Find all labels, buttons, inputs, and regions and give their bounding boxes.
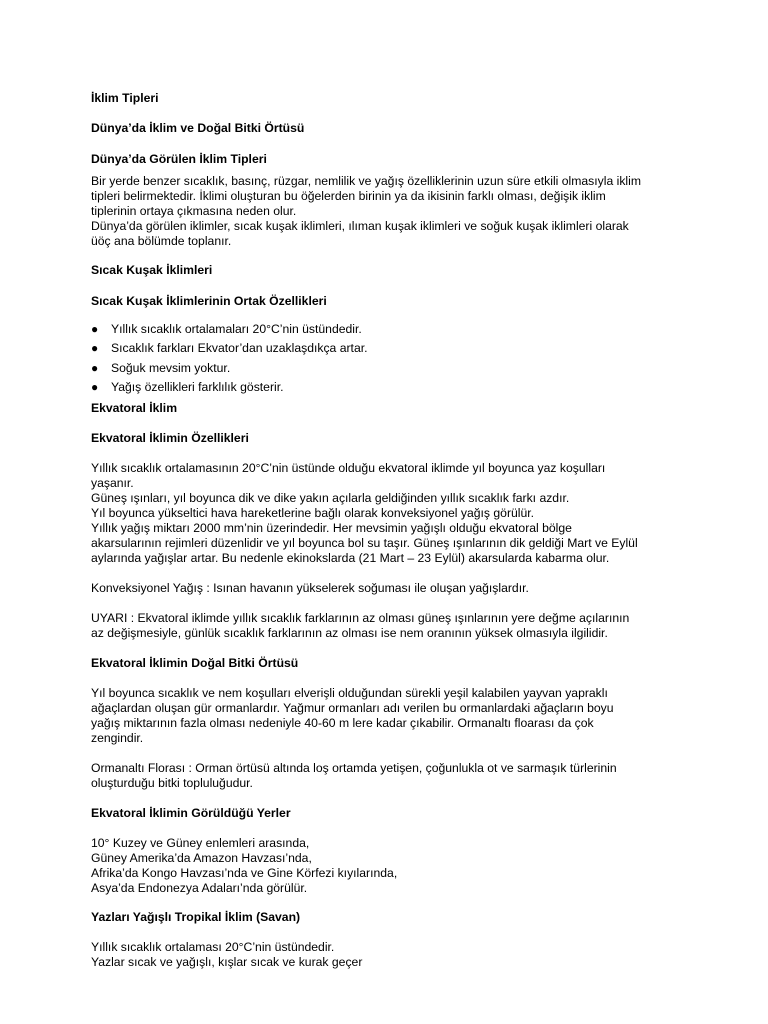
heading-ekvatoral-iklim: Ekvatoral İklim xyxy=(91,401,178,416)
heading-ekvatoral-gorulen-yerler: Ekvatoral İklimin Görüldüğü Yerler xyxy=(91,806,291,821)
paragraph-uyari: UYARI : Ekvatoral iklimde yıllık sıcaklık farklarının az olması güneş ışınlarının yere değme açılarının az değişmesiyle, günlük sıcaklık farklarının az olması ise nem oranının yüksek olmasıyla ilgilidir. xyxy=(91,611,630,641)
list-item-text: Yağış özellikleri farklılık gösterir. xyxy=(111,379,284,394)
paragraph-savan-ozellikler: Yıllık sıcaklık ortalaması 20°C’nin üstündedir. Yazlar sıcak ve yağışlı, kışlar sıcak ve kurak geçer xyxy=(91,940,363,970)
paragraph-ekvatoral-ozellikler: Yıllık sıcaklık ortalamasının 20°C’nin üstünde olduğu ekvatoral iklimde yıl boyunca yaz koşulları yaşanır. Güneş ışınları, yıl boyunca dik ve dike yakın açılarla geldiğinden yıllık sıcaklık farkı azdır. Yıl boyunca yükseltici hava hareketlerine bağlı olarak konveksiyonel yağış görülür. Yıllık yağış miktarı 2000 mm’nin üzerindedir. Her mevsimin yağışlı olduğu ekvatoral bölge akarsularının rejimleri düzenlidir ve yıl boyunca bol su taşır. Güneş ışınlarının dik geldiği Mart ve Eylül aylarında yağışlar artar. Bu nedenle ekinokslarda (21 Mart – 23 Eylül) akarsularda kabarma olur. xyxy=(91,461,638,566)
document-page xyxy=(91,91,691,970)
heading-ekvatoral-iklim-ozellikleri: Ekvatoral İklimin Özellikleri xyxy=(91,431,249,446)
heading-sicak-kusak-iklimleri: Sıcak Kuşak İklimleri xyxy=(91,263,213,277)
heading-sicak-kusak-ortak-ozellikler: Sıcak Kuşak İklimlerinin Ortak Özellikleri xyxy=(91,294,327,308)
bullet-icon: ● xyxy=(91,322,99,336)
paragraph-yagmur-ormanlari: Yıl boyunca sıcaklık ve nem koşulları elverişli olduğundan sürekli yeşil kalabilen yayvan yapraklı ağaçlardan oluşan gür ormanlardır. Yağmur ormanları adı verilen bu ormanlardaki ağaçların boyu yağış miktarının fazla olması nedeniyle 40-60 m lere kadar çıkabilir. Ormanaltı floarası da çok zengindir. xyxy=(91,686,614,746)
list-item xyxy=(91,322,691,341)
heading-ekvatoral-bitki-ortusu: Ekvatoral İklimin Doğal Bitki Örtüsü xyxy=(91,656,299,671)
paragraph-ormanalti-florasi: Ormanaltı Florası : Orman örtüsü altında loş ortamda yetişen, çoğunlukla ot ve sarmaşık türlerinin oluşturduğu bitki topluluğudur. xyxy=(91,761,617,791)
bullet-icon: ● xyxy=(91,379,99,394)
list-item xyxy=(91,380,691,399)
bullet-icon: ● xyxy=(91,360,99,375)
paragraph-iklim-tanimi: Bir yerde benzer sıcaklık, basınç, rüzgar, nemlilik ve yağış özelliklerinin uzun süre etkili olmasıyla iklim tipleri belirmektedir. İklimi oluşturan bu öğelerden birinin ya da ikisinin farklı olması, değişik iklim tiplerinin ortaya çıkmasına neden olur. Dünya’da görülen iklimler, sıcak kuşak iklimleri, ılıman kuşak iklimleri ve soğuk kuşak iklimleri olarak üöç ana bölümde toplanır. xyxy=(91,174,642,248)
list-item-text: Soğuk mevsim yoktur. xyxy=(111,360,231,375)
list-item xyxy=(91,361,691,380)
heading-dunya-iklim-bitki-ortusu: Dünya’da İklim ve Doğal Bitki Örtüsü xyxy=(91,121,305,135)
heading-dunya-iklim-tipleri: Dünya’da Görülen İklim Tipleri xyxy=(91,152,267,166)
list-item-text: Sıcaklık farkları Ekvator’dan uzaklaşdıkça artar. xyxy=(111,341,368,356)
paragraph-gorulen-yerler: 10° Kuzey ve Güney enlemleri arasında, Güney Amerika’da Amazon Havzası’nda, Afrika’da Kongo Havzası’nda ve Gine Körfezi kıyılarında, Asya’da Endonezya Adaları’nda görülür. xyxy=(91,836,398,896)
bullet-icon: ● xyxy=(91,341,99,356)
bullet-list-ortak-ozellikler xyxy=(91,322,691,399)
list-item-text: Yıllık sıcaklık ortalamaları 20°C’nin üstündedir. xyxy=(111,322,362,336)
paragraph-konveksiyonel-yagis: Konveksiyonel Yağış : Isınan havanın yükselerek soğuması ile oluşan yağışlardır. xyxy=(91,581,529,596)
list-item xyxy=(91,341,691,360)
heading-savan-iklimi: Yazları Yağışlı Tropikal İklim (Savan) xyxy=(91,910,301,925)
heading-iklim-tipleri: İklim Tipleri xyxy=(91,91,159,105)
